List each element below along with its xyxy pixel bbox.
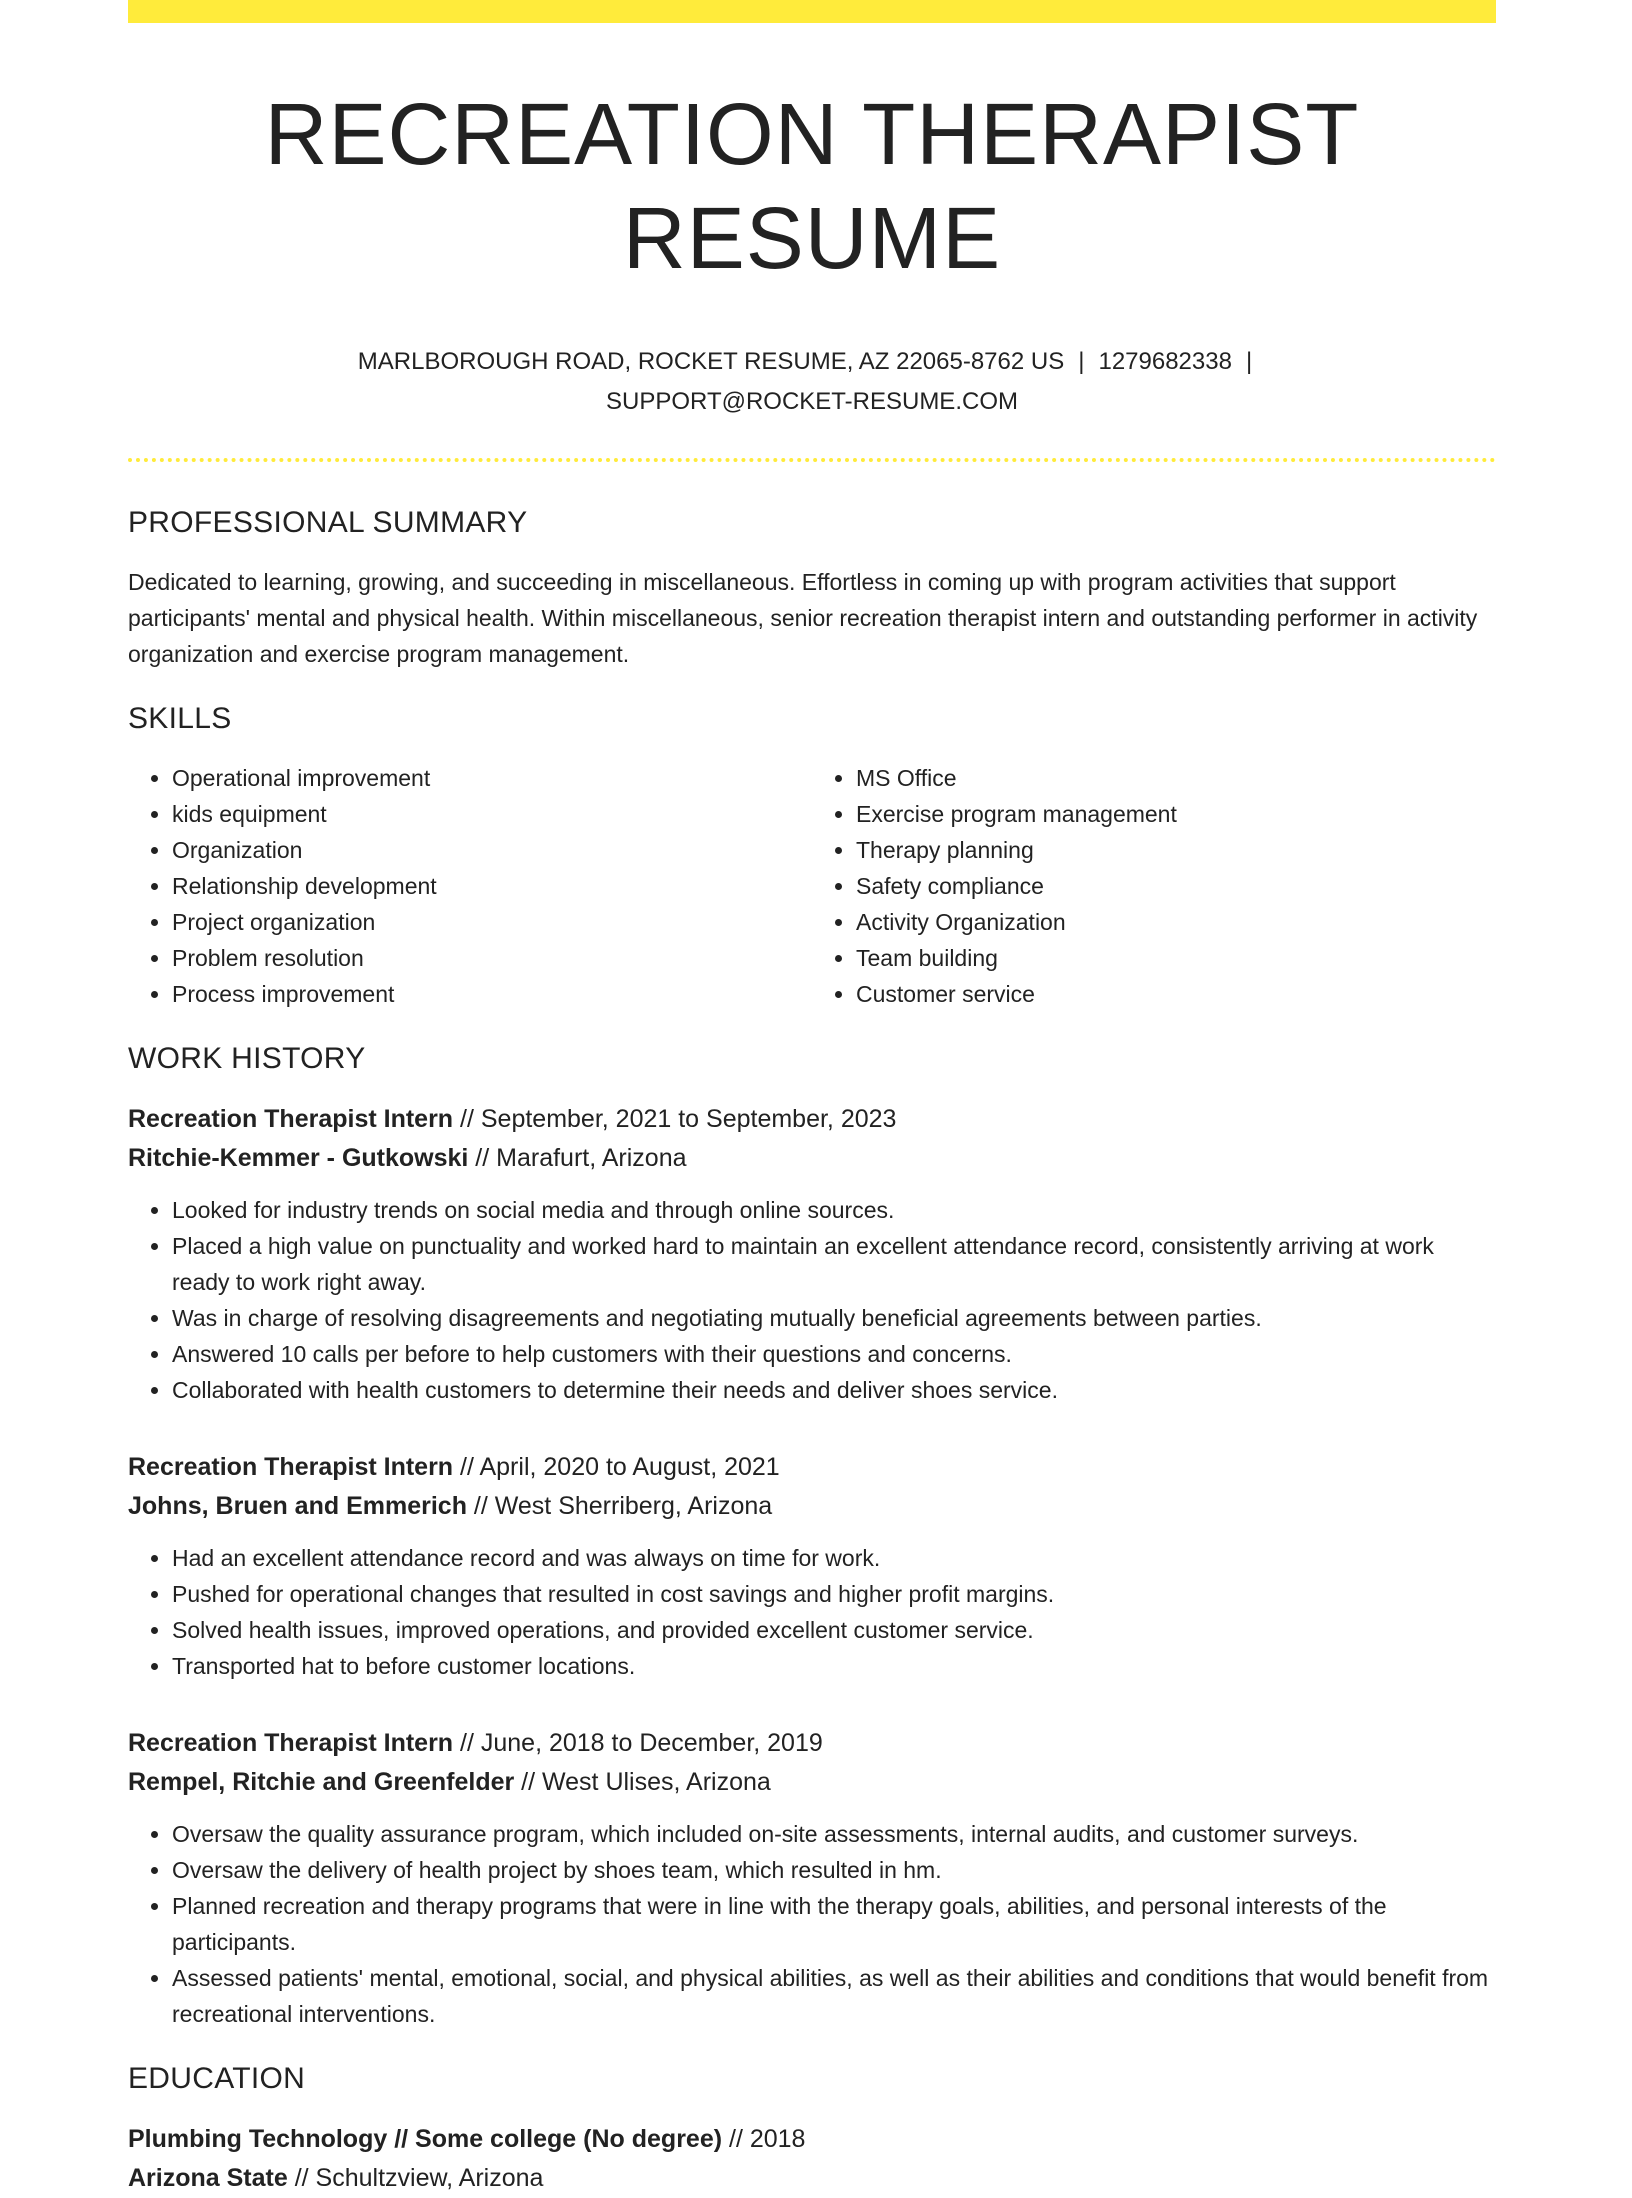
address: MARLBOROUGH ROAD, ROCKET RESUME, AZ 22065-8762 US bbox=[357, 347, 1065, 375]
job-bullet: • Pushed for operational changes that resulted in cost savings and higher profit margins. bbox=[172, 1576, 1496, 1612]
job-bullet: • Solved health issues, improved operations, and provided excellent customer service. bbox=[172, 1612, 1496, 1648]
skill-item: • Problem resolution bbox=[172, 940, 812, 976]
summary-text: Dedicated to learning, growing, and succeeding in miscellaneous. Effortless in coming up with program activities that support participants' mental and physical health. Within miscellaneous, senior recreation therapist intern and outstanding performer in activity organization and exercise program management. bbox=[128, 568, 1478, 667]
job-company-line bbox=[128, 1763, 1496, 1802]
job-title-line bbox=[128, 1100, 1496, 1139]
education-school-line bbox=[128, 2159, 1496, 2198]
job-title-line bbox=[128, 1448, 1496, 1487]
header-divider bbox=[128, 458, 1496, 462]
skills-column-right bbox=[812, 760, 1496, 1012]
job-bullet: • Planned recreation and therapy programs that were in line with the therapy goals, abilities, and personal interests of the participants. bbox=[172, 1888, 1496, 1960]
resume-page bbox=[128, 0, 1496, 2198]
job-company: Rempel, Ritchie and Greenfelder bbox=[128, 1767, 515, 1796]
job-bullets bbox=[128, 1816, 1496, 2032]
job-location: // West Ulises, Arizona bbox=[514, 1767, 771, 1796]
phone: 1279682338 bbox=[1098, 347, 1232, 375]
skill-item: • Safety compliance bbox=[856, 868, 1496, 904]
skills-heading: SKILLS bbox=[128, 701, 232, 735]
job-entry bbox=[128, 1100, 1496, 1408]
skill-item: • Team building bbox=[856, 940, 1496, 976]
job-company: Johns, Bruen and Emmerich bbox=[128, 1491, 467, 1520]
contact-separator: | bbox=[1078, 347, 1085, 375]
education-year: // 2018 bbox=[722, 2124, 806, 2153]
job-entry bbox=[128, 1724, 1496, 2032]
job-bullet: • Was in charge of resolving disagreements and negotiating mutually beneficial agreements between parties. bbox=[172, 1300, 1496, 1336]
summary-heading: PROFESSIONAL SUMMARY bbox=[128, 505, 528, 539]
skill-item: • Relationship development bbox=[172, 868, 812, 904]
skill-item: • Exercise program management bbox=[856, 796, 1496, 832]
job-company: Ritchie-Kemmer - Gutkowski bbox=[128, 1143, 469, 1172]
contact-separator: | bbox=[1245, 347, 1253, 375]
job-dates: // April, 2020 to August, 2021 bbox=[453, 1452, 780, 1481]
job-dates: // September, 2021 to September, 2023 bbox=[453, 1104, 897, 1133]
top-accent-bar bbox=[128, 0, 1496, 23]
job-bullets bbox=[128, 1540, 1496, 1684]
job-bullet: • Oversaw the delivery of health project by shoes team, which resulted in hm. bbox=[172, 1852, 1496, 1888]
education-heading: EDUCATION bbox=[128, 2061, 306, 2095]
job-bullet: • Assessed patients' mental, emotional, social, and physical abilities, as well as their abilities and conditions that would benefit from recreational interventions. bbox=[172, 1960, 1496, 2032]
job-location: // West Sherriberg, Arizona bbox=[466, 1491, 773, 1520]
skill-item: • Activity Organization bbox=[856, 904, 1496, 940]
skill-item: • kids equipment bbox=[172, 796, 812, 832]
education-entry bbox=[128, 2120, 1496, 2198]
job-bullet: • Oversaw the quality assurance program, which included on-site assessments, internal audits, and customer surveys. bbox=[172, 1816, 1496, 1852]
contact-line-1 bbox=[128, 342, 1496, 382]
skill-item: • Project organization bbox=[172, 904, 812, 940]
skills-list bbox=[128, 760, 1496, 1012]
education-location: // Schultzview, Arizona bbox=[287, 2163, 544, 2192]
job-bullet: • Looked for industry trends on social media and through online sources. bbox=[172, 1192, 1496, 1228]
skills-column-left bbox=[128, 760, 812, 1012]
job-bullet: • Had an excellent attendance record and was always on time for work. bbox=[172, 1540, 1496, 1576]
job-entry bbox=[128, 1448, 1496, 1684]
job-bullet: • Placed a high value on punctuality and worked hard to maintain an excellent attendance record, consistently arriving at work ready to work right away. bbox=[172, 1228, 1496, 1300]
job-bullet: • Collaborated with health customers to determine their needs and deliver shoes service. bbox=[172, 1372, 1496, 1408]
job-company-line bbox=[128, 1139, 1496, 1178]
skill-item: • Process improvement bbox=[172, 976, 812, 1012]
skill-item: • Operational improvement bbox=[172, 760, 812, 796]
resume-title: RECREATION THERAPIST RESUME bbox=[264, 86, 1360, 288]
job-bullet: • Answered 10 calls per before to help customers with their questions and concerns. bbox=[172, 1336, 1496, 1372]
job-title: Recreation Therapist Intern bbox=[128, 1452, 454, 1481]
job-title-line bbox=[128, 1724, 1496, 1763]
education-degree: Plumbing Technology // Some college (No degree) bbox=[128, 2124, 723, 2153]
skill-item: • MS Office bbox=[856, 760, 1496, 796]
contact-info bbox=[128, 342, 1496, 422]
job-location: // Marafurt, Arizona bbox=[468, 1143, 687, 1172]
skill-item: • Customer service bbox=[856, 976, 1496, 1012]
job-company-line bbox=[128, 1487, 1496, 1526]
skill-item: • Organization bbox=[172, 832, 812, 868]
job-title: Recreation Therapist Intern bbox=[128, 1728, 454, 1757]
skill-item: • Therapy planning bbox=[856, 832, 1496, 868]
job-bullets bbox=[128, 1192, 1496, 1408]
job-title: Recreation Therapist Intern bbox=[128, 1104, 454, 1133]
job-dates: // June, 2018 to December, 2019 bbox=[453, 1728, 823, 1757]
education-degree-line bbox=[128, 2120, 1496, 2159]
work-history-heading: WORK HISTORY bbox=[128, 1041, 366, 1075]
education-school: Arizona State bbox=[128, 2163, 288, 2192]
email: SUPPORT@ROCKET-RESUME.COM bbox=[606, 387, 1018, 415]
contact-line-2 bbox=[128, 382, 1496, 422]
job-bullet: • Transported hat to before customer locations. bbox=[172, 1648, 1496, 1684]
